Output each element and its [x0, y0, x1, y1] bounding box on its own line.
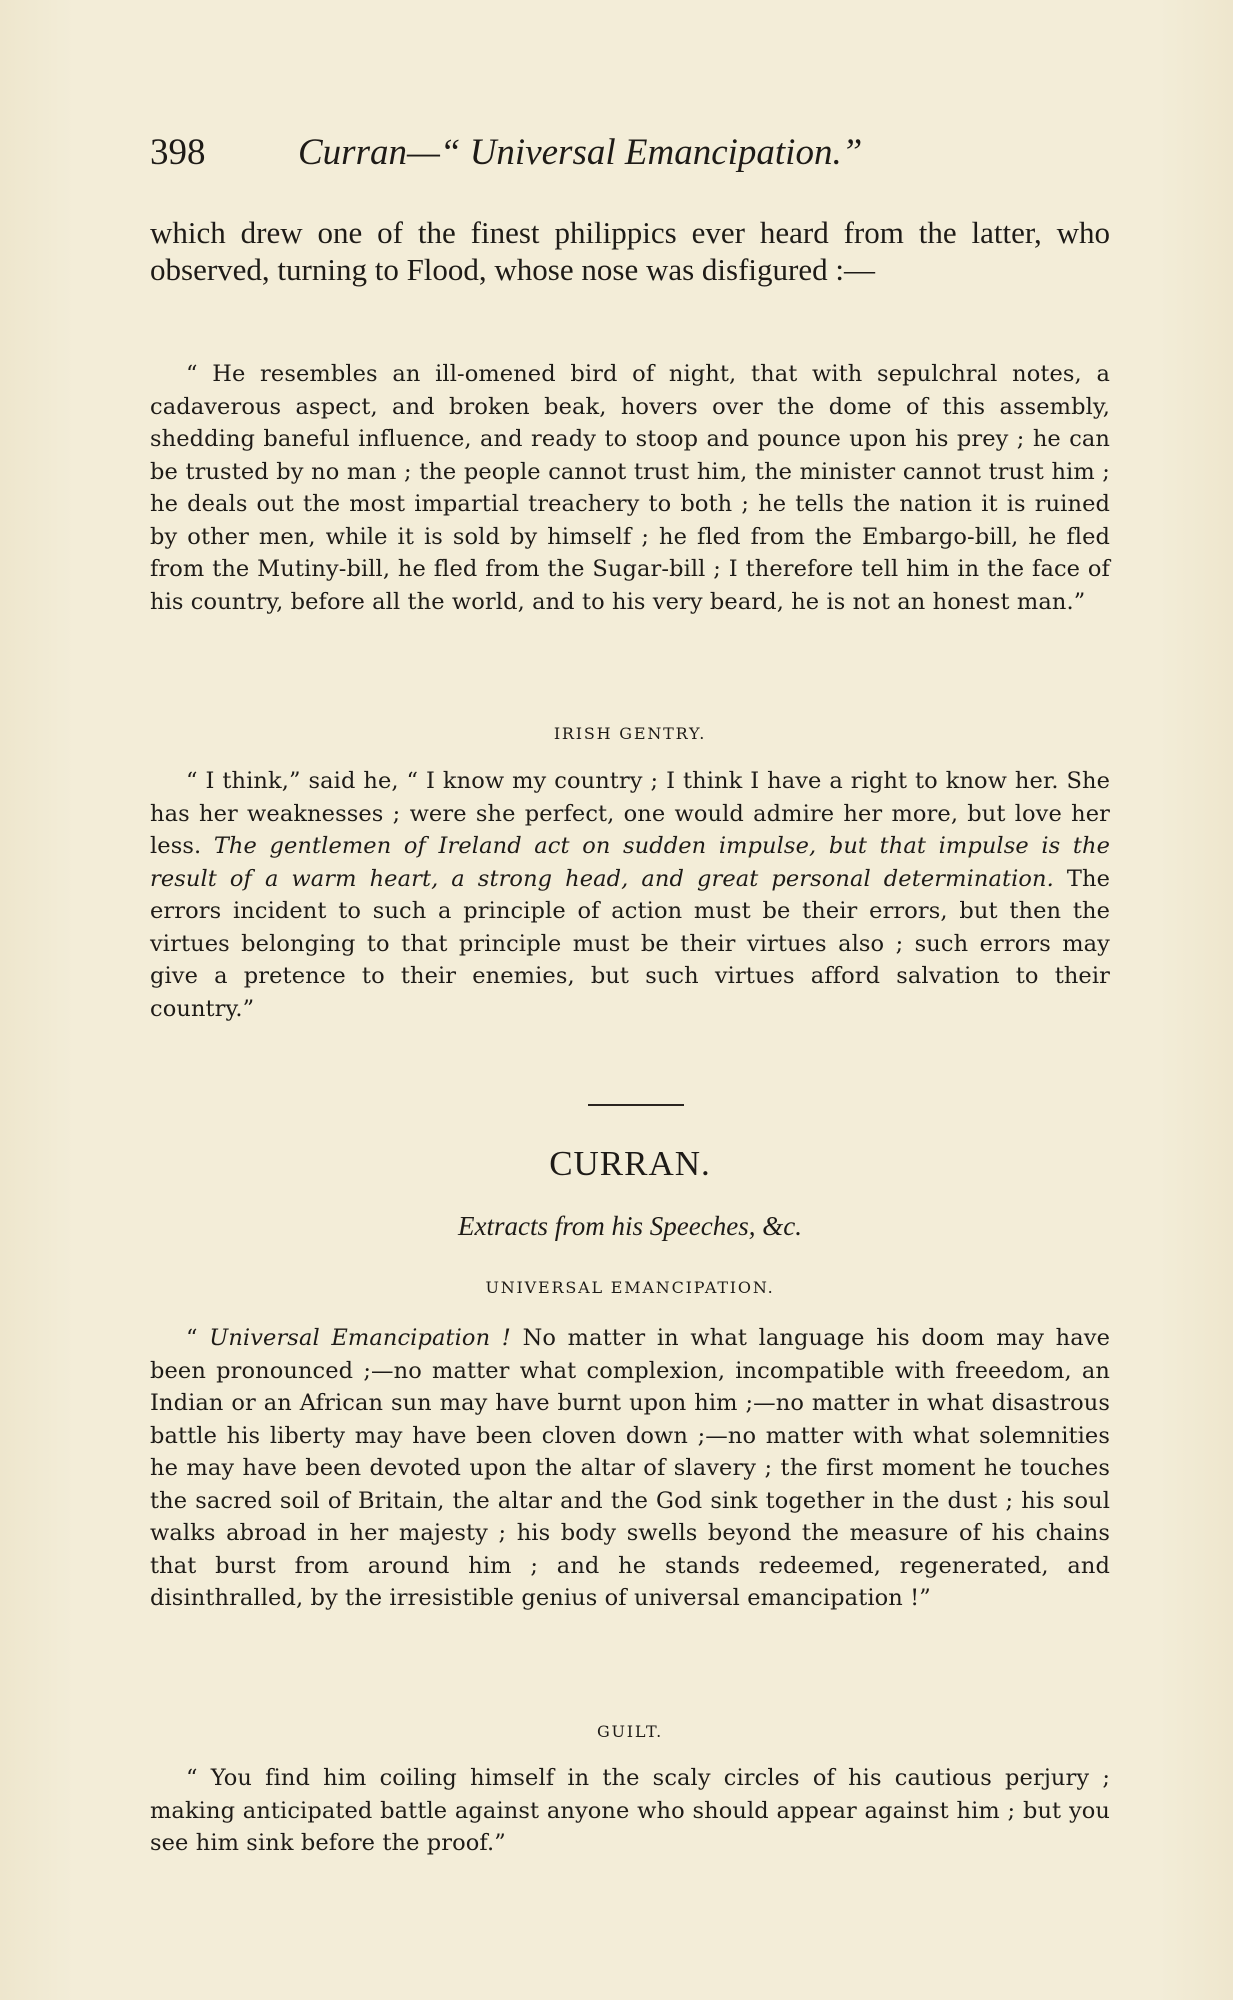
- section-subtitle: Extracts from his Speeches, &c.: [458, 1211, 802, 1241]
- universal-emancipation-heading: UNIVERSAL EMANCIPATION.: [485, 1278, 775, 1297]
- page-number: 398: [150, 132, 206, 173]
- irish-gentry-text-end: The errors incident to such a principle of action must be their errors, but then the virtues belonging to that principle must be their virtues also ; such errors may give a pretence to their enemies, but such virtues afford salvation to their country.”: [150, 865, 1110, 1022]
- irish-gentry-heading: IRISH GENTRY.: [553, 724, 707, 743]
- running-title: Curran—“ Universal Emancipation.”: [298, 132, 863, 173]
- guilt-heading: GUILT.: [596, 1722, 664, 1741]
- universal-emancipation-paragraph: [150, 1322, 1110, 1615]
- running-header: [150, 128, 1110, 178]
- universal-emancipation-rest: No matter in what language his doom may have been pronounced ;—no matter what complexion, incompatible with freeedom, an Indian or an African sun may have burnt upon him ;—no matter in what disastrous battle his liberty may have been cloven down ;—no matter with what solemnities he may have been devoted upon the altar of slavery ; the first moment he touches the sacred soil of Britain, the altar and the God sink together in the dust ; his soul walks abroad in her majesty ; his body swells beyond the measure of his chains that burst from around him ; and he stands redeemed, regenerated, and disinthralled, by the irresistible genius of universal emancipation !”: [150, 1325, 1111, 1611]
- irish-gentry-text-italic: The gentlemen of Ireland act on sudden impulse, but that impulse is the result of a warm heart, a strong head, and great personal determination.: [150, 833, 1110, 892]
- section-title: CURRAN.: [549, 1144, 711, 1183]
- section-divider: [588, 1104, 684, 1106]
- irish-gentry-text-start: “ I think,” said he, “ I know my country ; I think I have a right to know her. She has her weaknesses ; were she perfect, one would admire her more, but love her less.: [150, 768, 1110, 859]
- universal-emancipation-italic: Universal Emancipation !: [209, 1325, 511, 1351]
- guilt-paragraph: “ You find him coiling himself in the scaly circles of his cautious perjury ; making anticipated battle against anyone who should appear against him ; but you see him sink before the proof.”: [150, 1765, 1110, 1856]
- universal-emancipation-open: “: [186, 1325, 210, 1351]
- intro-paragraph: which drew one of the finest philippics ever heard from the latter, who observed, turning to Flood, whose nose was disfigured :—: [150, 215, 1110, 287]
- irish-gentry-paragraph: [150, 765, 1110, 1025]
- flood-quote-paragraph: “ He resembles an ill-omened bird of night, that with sepulchral notes, a cadaverous aspect, and broken beak, hovers over the dome of this assembly, shedding baneful influence, and ready to stoop and pounce upon his prey ; he can be trusted by no man ; the people cannot trust him, the minister cannot trust him ; he deals out the most impartial treachery to both ; he tells the nation it is ruined by other men, while it is sold by himself ; he fled from the Embargo-bill, he fled from the Mutiny-bill, he fled from the Sugar-bill ; I therefore tell him in the face of his country, before all the world, and to his very beard, he is not an honest man.”: [150, 361, 1110, 615]
